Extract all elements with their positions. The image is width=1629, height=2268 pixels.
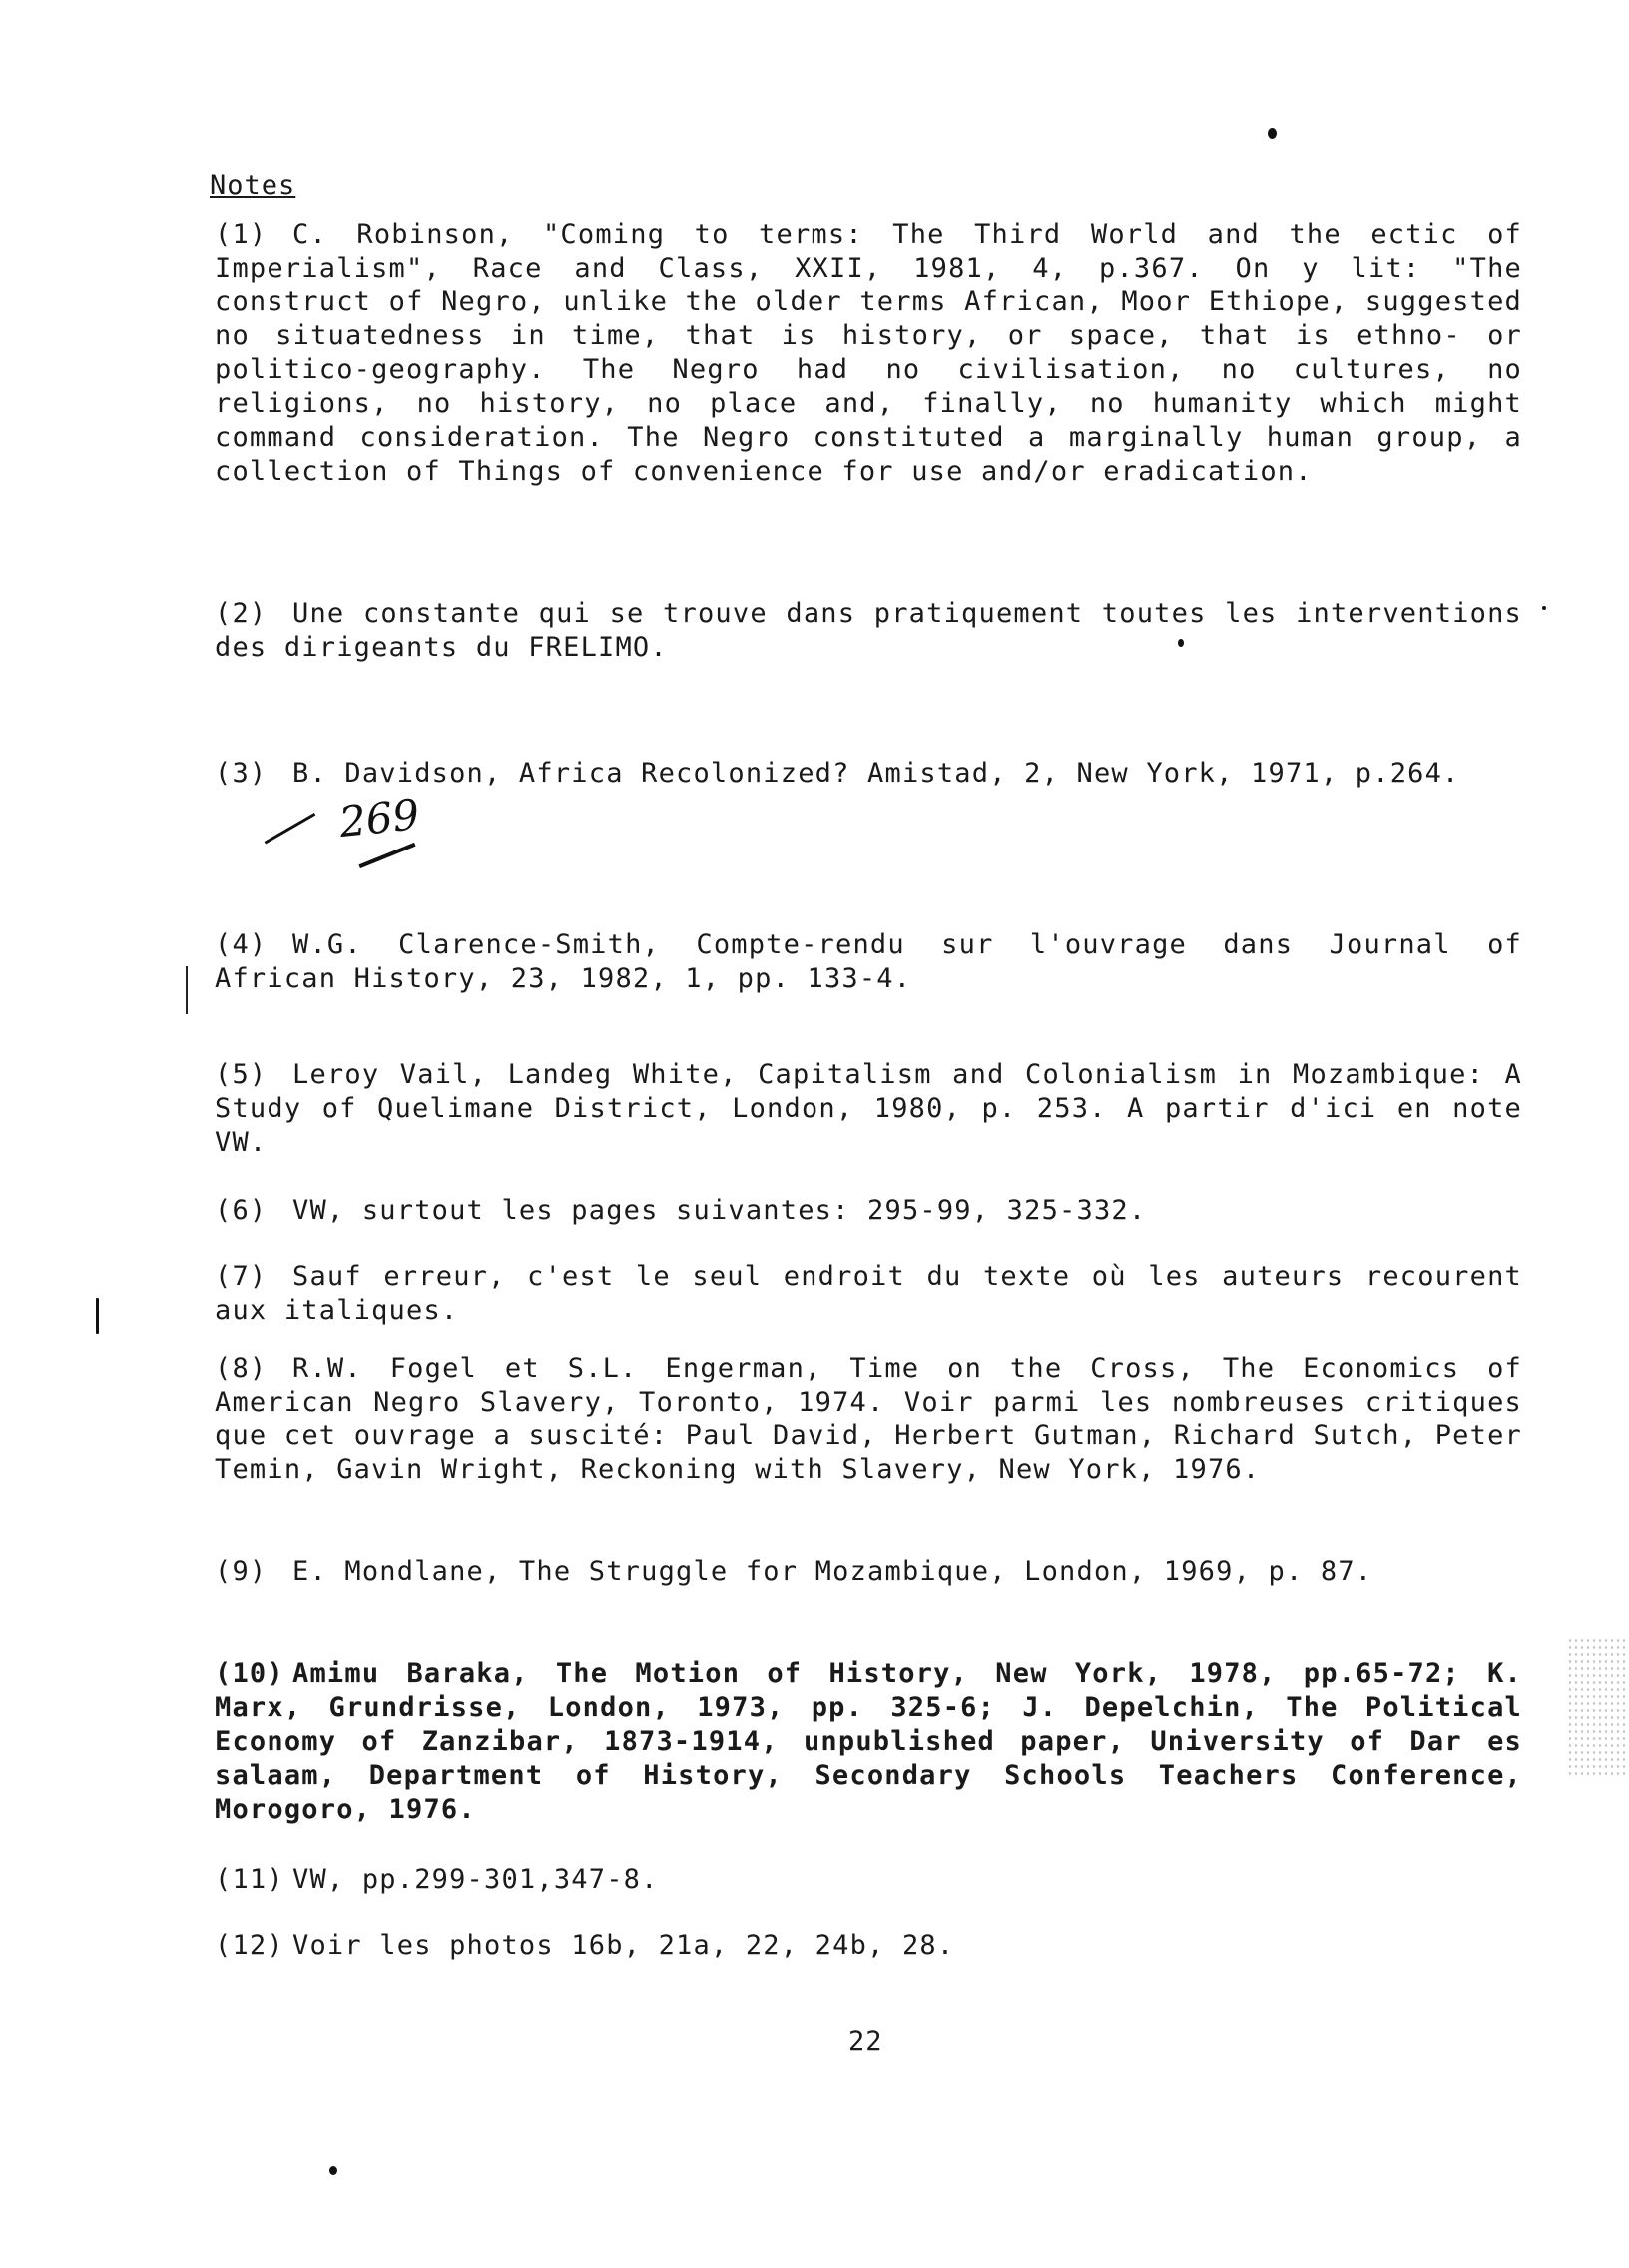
note-11 — [215, 1863, 1522, 1897]
note-text: Amimu Baraka, The Motion of History, New York, 1978, pp.65-72; K. Marx, Grundrisse, London, 1973, pp. 325-6; J. Depelchin, The Political Economy of Zanzibar, 1873-1914, unpublished paper, University of Dar es salaam, Department of History, Secondary Schools Teachers Conference, Morogoro, 1976. — [215, 1658, 1522, 1825]
note-2 — [215, 597, 1522, 665]
note-text: W.G. Clarence-Smith, Compte-rendu sur l'ouvrage dans Journal of African History, 23, 1982, 1, pp. 133-4. — [215, 929, 1522, 994]
note-number: (6) — [215, 1195, 268, 1226]
scan-speck — [1268, 128, 1277, 139]
note-number: (11) — [215, 1864, 284, 1895]
note-number: (1) — [215, 219, 268, 250]
note-text: Une constante qui se trouve dans pratiquement toutes les interventions des dirigeants du FRELIMO. — [215, 598, 1522, 663]
note-10 — [215, 1657, 1522, 1827]
note-number: (12) — [215, 1930, 284, 1961]
note-text: VW, surtout les pages suivantes: 295-99, 325-332. — [292, 1195, 1147, 1226]
note-number: (3) — [215, 758, 268, 789]
scan-noise — [1567, 1637, 1627, 1777]
note-text: Voir les photos 16b, 21a, 22, 24b, 28. — [292, 1930, 955, 1961]
note-text: C. Robinson, "Coming to terms: The Third World and the ectic of Imperialism", Race and Class, XXII, 1981, 4, p.367. On y lit: "The construct of Negro, unlike the older terms African, Moor Ethiope, suggested no situatedness in time, that is history, or space, that is ethno- or politico-geography. The Negro had no civilisation, no cultures, no religions, no history, no place and, finally, no humanity which might command consideration. The Negro constituted a marginally human group, a collection of Things of convenience for use and/or eradication. — [215, 219, 1522, 487]
scan-speck — [96, 1298, 99, 1334]
scan-speck — [329, 2166, 337, 2175]
note-7 — [215, 1260, 1522, 1328]
note-text: Leroy Vail, Landeg White, Capitalism and Colonialism in Mozambique: A Study of Quelimane District, London, 1980, p. 253. A partir d'ici en note VW. — [215, 1059, 1522, 1158]
note-number: (10) — [215, 1658, 284, 1689]
note-12 — [215, 1929, 1522, 1963]
note-5 — [215, 1058, 1522, 1160]
note-6 — [215, 1194, 1522, 1228]
note-number: (7) — [215, 1261, 268, 1292]
note-3 — [215, 757, 1522, 791]
note-number: (2) — [215, 598, 268, 629]
handwritten-strikethrough — [252, 790, 316, 844]
note-text: Sauf erreur, c'est le seul endroit du texte où les auteurs recourent aux italiques. — [215, 1261, 1522, 1326]
handwritten-underline — [358, 843, 415, 868]
note-number: (9) — [215, 1556, 268, 1587]
scan-speck — [1178, 639, 1184, 647]
margin-mark — [186, 966, 188, 1014]
notes-heading: Notes — [210, 170, 296, 201]
note-text: E. Mondlane, The Struggle for Mozambique, London, 1969, p. 87. — [292, 1556, 1373, 1587]
handwritten-page-correction: 269 — [336, 789, 422, 848]
note-4 — [215, 928, 1522, 996]
note-text: R.W. Fogel et S.L. Engerman, Time on the Cross, The Economics of American Negro Slavery, Toronto, 1974. Voir parmi les nombreuses critiques que cet ouvrage a suscité: Paul David, Herbert Gutman, Richard Sutch, Peter Temin, Gavin Wright, Reckoning with Slavery, New York, 1976. — [215, 1353, 1522, 1485]
note-9 — [215, 1555, 1522, 1589]
note-number: (5) — [215, 1059, 268, 1090]
note-text: VW, pp.299-301,347-8. — [292, 1864, 659, 1895]
scan-speck — [1542, 606, 1546, 610]
note-text: B. Davidson, Africa Recolonized? Amistad, 2, New York, 1971, p.264. — [292, 758, 1460, 789]
note-1 — [215, 218, 1522, 489]
note-number: (8) — [215, 1353, 268, 1384]
page-number: 22 — [848, 2026, 883, 2057]
note-8 — [215, 1352, 1522, 1487]
note-number: (4) — [215, 929, 268, 960]
